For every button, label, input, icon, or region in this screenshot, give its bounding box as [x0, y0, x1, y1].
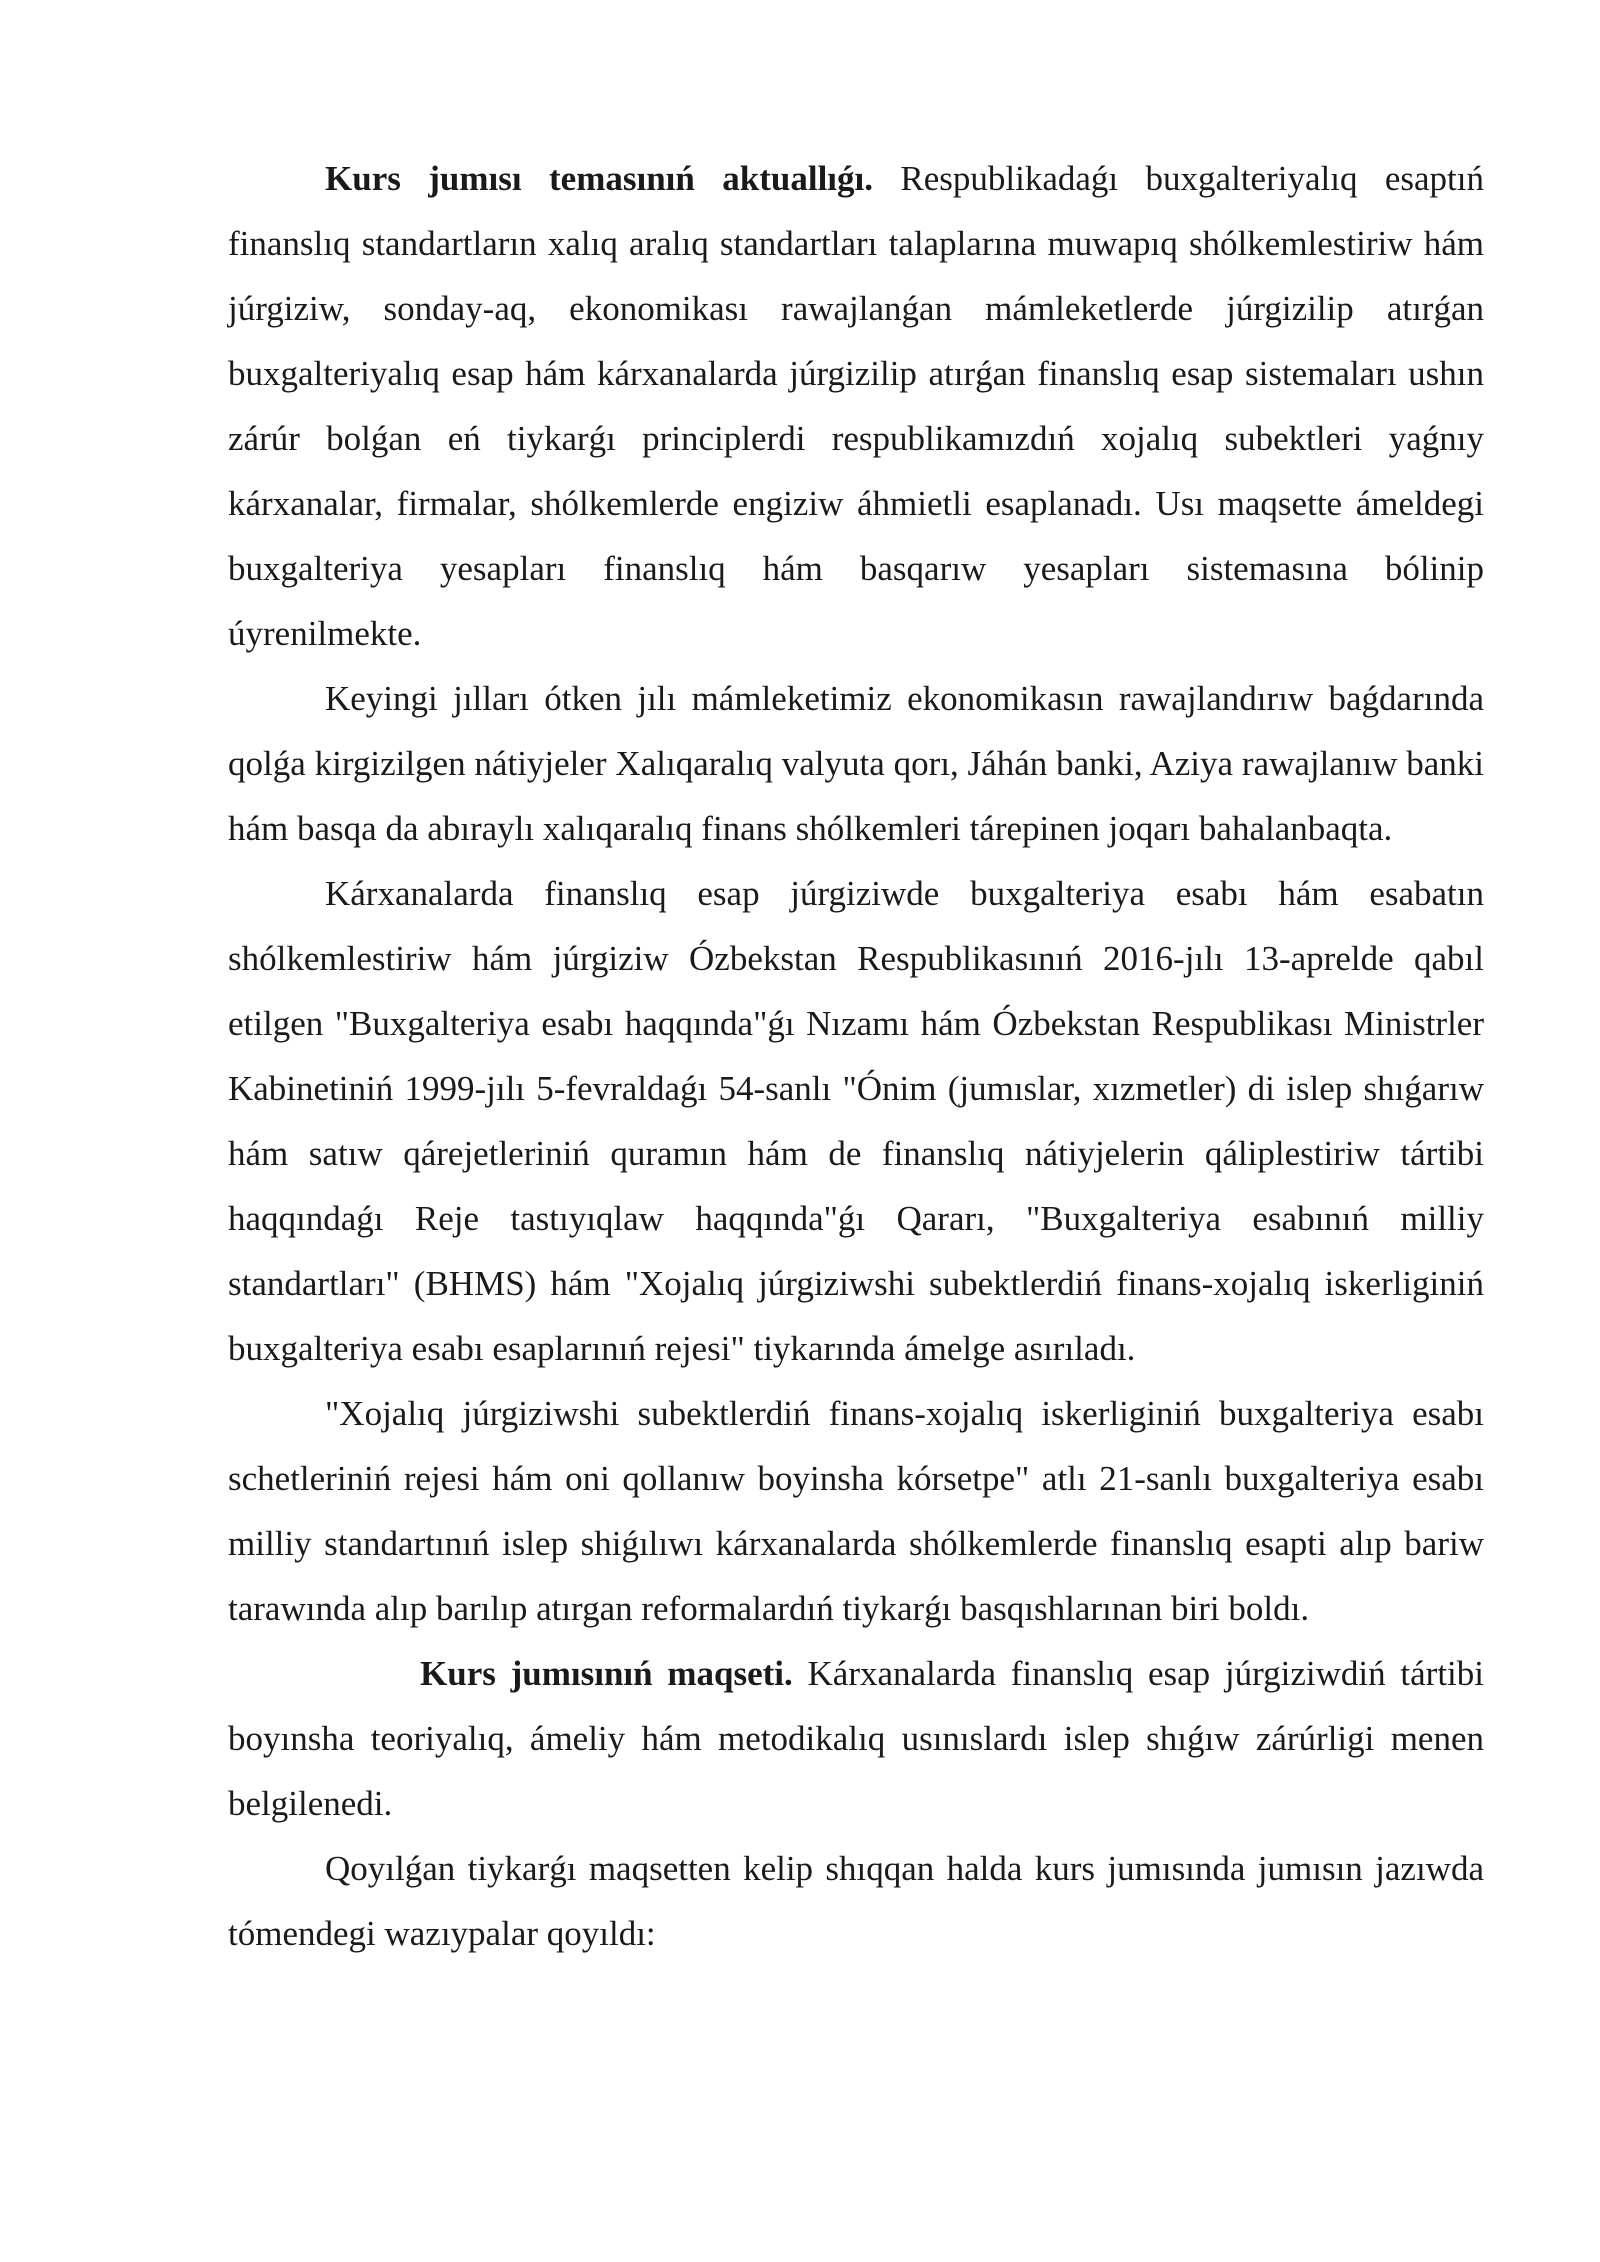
paragraph-recent-years — [228, 666, 1484, 861]
paragraph-relevance — [228, 146, 1484, 666]
paragraph-text: Qoyılǵan tiykarǵı maqsetten kelip shıqqan halda kurs jumısında jumısın jazıwda tómendegi wazıypalar qoyıldı: — [228, 1849, 1484, 1953]
paragraph-goal — [228, 1641, 1484, 1836]
paragraph-standard-21 — [228, 1381, 1484, 1641]
paragraph-legal-basis — [228, 861, 1484, 1381]
paragraph-text: Respublikadaǵı buxgalteriyalıq esaptıń finanslıq standartların xalıq aralıq standartları talaplarına muwapıq shólkemlestiriw hám júrgiziw, sonday-aq, ekonomikası rawajlanǵan mámleketlerde júrgizilip atırǵan buxgalteriyalıq esap hám kárxanalarda júrgizilip atırǵan finanslıq esap sistemaları ushın zárúr bolǵan eń tiykarǵı principlerdi respublikamızdıń xojalıq subektleri yaǵnıy kárxanalar, firmalar, shólkemlerde engiziw áhmietli esaplanadı. Usı maqsette ámeldegi buxgalteriya yesapları finanslıq hám basqarıw yesapları sistemasına bólinip úyrenilmekte. — [228, 159, 1484, 653]
paragraph-text: Kárxanalarda finanslıq esap júrgiziwde buxgalteriya esabı hám esabatın shólkemlestiriw hám júrgiziw Ózbekstan Respublikasınıń 2016-jılı 13-aprelde qabıl etilgen "Buxgalteriya esabı haqqında"ǵı Nızamı hám Ózbekstan Respublikası Ministrler Kabinetiniń 1999-jılı 5-fevraldaǵı 54-sanlı "Ónim (jumıslar, xızmetler) di islep shıǵarıw hám satıw qárejetleriniń quramın hám de finanslıq nátiyjelerin qáliplestiriw tártibi haqqındaǵı Reje tastıyıqlaw haqqında"ǵı Qararı, "Buxgalteriya esabınıń milliy standartları" (BHMS) hám "Xojalıq júrgiziwshi subektlerdiń finans-xojalıq iskerliginiń buxgalteriya esabı esaplarınıń rejesi" tiykarında ámelge asırıladı. — [228, 874, 1484, 1368]
heading-goal: Kurs jumısınıń maqseti. — [420, 1654, 793, 1693]
paragraph-text: Keyingi jılları ótken jılı mámleketimiz ekonomikasın rawajlandırıw baǵdarında qolǵa kirgizilgen nátiyjeler Xalıqaralıq valyuta qorı, Jáhán banki, Aziya rawajlanıw banki hám basqa da abıraylı xalıqaralıq finans shólkemleri tárepinen joqarı bahalanbaqta. — [228, 679, 1484, 848]
paragraph-text: Kárxanalarda finanslıq esap júrgiziwdiń tártibi boyınsha teoriyalıq, ámeliy hám metodikalıq usınıslardı islep shıǵıw zárúrligi menen belgilenedi. — [228, 1654, 1484, 1823]
paragraph-tasks-intro — [228, 1836, 1484, 1966]
document-page — [228, 146, 1484, 1966]
paragraph-text: "Xojalıq júrgiziwshi subektlerdiń finans-xojalıq iskerliginiń buxgalteriya esabı schetleriniń rejesi hám oni qollanıw boyinsha kórsetpe" atlı 21-sanlı buxgalteriya esabı milliy standartınıń islep shiǵılıwı kárxanalarda shólkemlerde finanslıq esapti alıp bariw tarawında alıp barılıp atırgan reformalardıń tiykarǵı basqıshlarınan biri boldı. — [228, 1394, 1484, 1628]
heading-relevance: Kurs jumısı temasınıń aktuallıǵı. — [325, 159, 873, 198]
